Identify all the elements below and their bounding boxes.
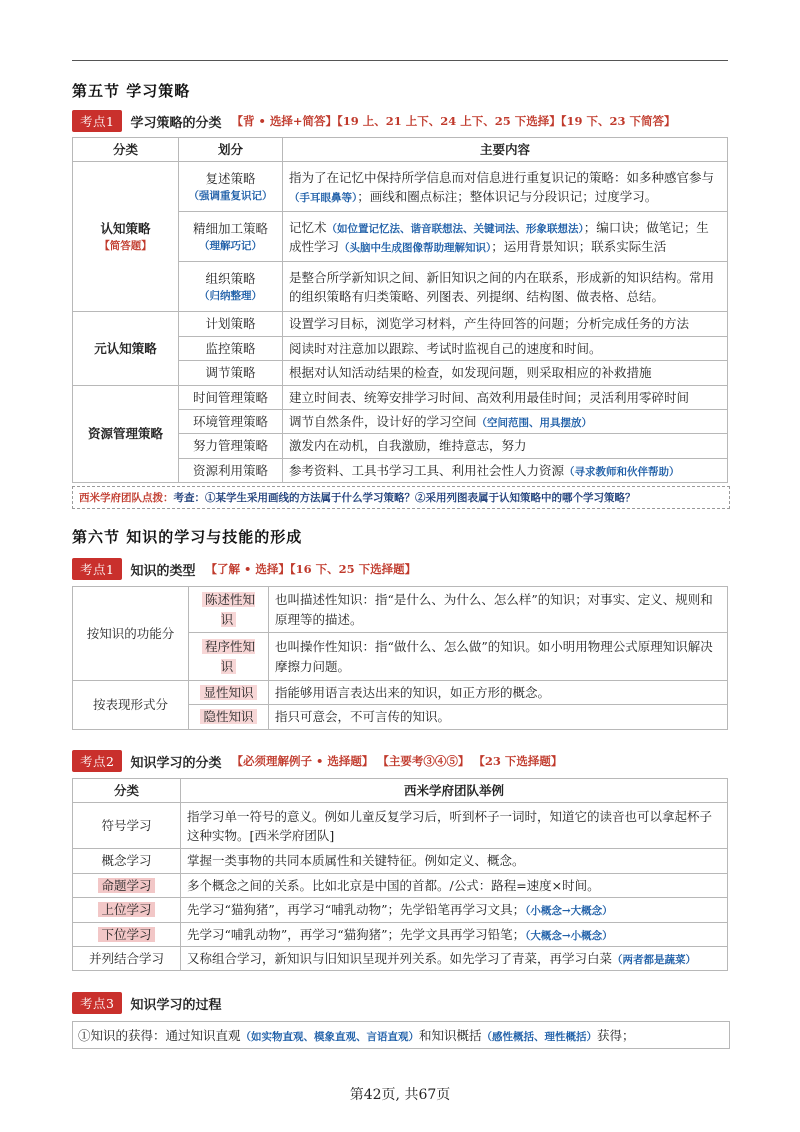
kaodian-title: 知识学习的分类: [130, 755, 222, 771]
division-name: 组织策略: [205, 271, 256, 287]
kaodian-row: [72, 558, 416, 580]
class-cell: 概念学习: [73, 849, 181, 873]
content-cell: 先学习“哺乳动物”，再学习“猫狗猪”；先学文具再学习铅笔；（大概念→小概念）: [181, 922, 728, 946]
content-cell: 设置学习目标，浏览学习材料，产生待回答的问题；分析完成任务的方法: [283, 312, 728, 336]
kaodian-badge: 考点1: [72, 558, 122, 580]
process-note: （如实物直观、模象直观、言语直观）: [240, 1031, 420, 1043]
category-cell: [73, 162, 179, 312]
content-cell: 记忆术（如位置记忆法、谐音联想法、关键词法、形象联想法）；编口诀；做笔记；生成性学习（头脑中生成图像帮助理解知识）；运用背景知识；联系实际生活: [283, 212, 728, 262]
content-cell: 也叫操作性知识：指“做什么、怎么做”的知识。如小明用物理公式原理知识解决摩擦力问题。: [269, 633, 728, 681]
kaodian-title: 知识的类型: [130, 563, 196, 579]
content-cell: 也叫描述性知识：指“是什么、为什么、怎么样”的知识；对事实、定义、规则和原理等的描述。: [269, 587, 728, 633]
kaodian-row: [72, 110, 676, 132]
tip-text: 考查：①某学生采用画线的方法属于什么学习策略？②采用列图表属于认知策略中的哪个学习策略？: [173, 492, 636, 504]
table-header: 划分: [179, 138, 283, 162]
class-cell: 并列结合学习: [73, 946, 181, 970]
division-cell: [179, 262, 283, 312]
category-tag: 【简答题】: [99, 240, 152, 253]
process-text: 和知识概括: [419, 1028, 482, 1043]
process-note: （感性概括、理性概括）: [481, 1031, 598, 1043]
content-cell: 指为了在记忆中保持所学信息而对信息进行重复识记的策略：如多种感官参与（手耳眼鼻等）；画线和圈点标注；整体识记与分段识记；过度学习。: [283, 162, 728, 212]
process-text: ①知识的获得：通过知识直观: [78, 1028, 241, 1043]
kaodian-row: [72, 992, 221, 1014]
division-sub: （归纳整理）: [199, 290, 262, 303]
content-cell: 多个概念之间的关系。比如北京是中国的首都。/公式：路程=速度×时间。: [181, 873, 728, 897]
type-cell: 显性知识: [189, 681, 269, 705]
content-cell: 指学习单一符号的意义。例如儿童反复学习后，听到杯子一词时，知道它的读音也可以拿起杯子这种实物。[西米学府团队]: [181, 803, 728, 849]
division-cell: 计划策略: [179, 312, 283, 336]
content-cell: 根据对认知活动结果的检查，如发现问题，则采取相应的补救措施: [283, 361, 728, 385]
table-header: 分类: [73, 138, 179, 162]
content-cell: 调节自然条件，设计好的学习空间（空间范围、用具摆放）: [283, 409, 728, 433]
class-cell: 命题学习: [73, 873, 181, 897]
table-header: 西米学府团队举例: [181, 779, 728, 803]
content-cell: 激发内在动机，自我激励，维持意志，努力: [283, 434, 728, 458]
class-cell: 符号学习: [73, 803, 181, 849]
content-cell: 阅读时对注意加以跟踪、考试时监视自己的速度和时间。: [283, 336, 728, 360]
tip-note: [72, 486, 730, 509]
category-cell: 资源管理策略: [73, 385, 179, 483]
section-title: 第六节 知识的学习与技能的形成: [72, 528, 303, 546]
kaodian-title: 学习策略的分类: [130, 115, 222, 131]
tip-lead: 西米学府团队点拨：: [79, 492, 174, 504]
process-text: 获得；: [597, 1028, 635, 1043]
content-cell: 指只可意会，不可言传的知识。: [269, 705, 728, 729]
group-cell: 按表现形式分: [73, 681, 189, 730]
content-cell: 是整合所学新知识之间、新旧知识之间的内在联系，形成新的知识结构。常用的组织策略有归类策略、列图表、列提纲、结构图、做表格、总结。: [283, 262, 728, 312]
process-box: [72, 1021, 730, 1049]
content-cell: 指能够用语言表达出来的知识，如正方形的概念。: [269, 681, 728, 705]
kaodian-badge: 考点2: [72, 750, 122, 772]
division-sub: （强调重复识记）: [188, 190, 273, 203]
knowledge-type-table: [72, 586, 728, 730]
division-cell: [179, 162, 283, 212]
top-rule: [72, 60, 728, 61]
division-name: 复述策略: [205, 171, 256, 187]
kaodian-tag: 【背 • 选择+简答】【19 上、21 上下、24 上下、25 下选择】【19 下、23 下简答】: [231, 114, 676, 128]
division-sub: （理解巧记）: [199, 240, 262, 253]
class-cell: 上位学习: [73, 898, 181, 922]
knowledge-class-table: [72, 778, 728, 971]
division-cell: 调节策略: [179, 361, 283, 385]
division-cell: [179, 212, 283, 262]
group-cell: 按知识的功能分: [73, 587, 189, 681]
content-cell: 先学习“猫狗猪”，再学习“哺乳动物”；先学铅笔再学习文具；（小概念→大概念）: [181, 898, 728, 922]
kaodian-tag: 【了解 • 选择】【16 下、25 下选择题】: [205, 562, 417, 576]
kaodian-badge: 考点3: [72, 992, 122, 1014]
section-title: 第五节 学习策略: [72, 82, 191, 100]
type-cell: 隐性知识: [189, 705, 269, 729]
division-cell: 资源利用策略: [179, 458, 283, 482]
content-cell: 建立时间表、统筹安排学习时间、高效利用最佳时间；灵活利用零碎时间: [283, 385, 728, 409]
kaodian-tag: 【必须理解例子 • 选择题】 【主要考③④⑤】 【23 下选择题】: [231, 754, 563, 768]
kaodian-badge: 考点1: [72, 110, 122, 132]
page-footer: 第42页, 共67页: [349, 1087, 451, 1103]
content-cell: 又称组合学习，新知识与旧知识呈现并列关系。如先学习了青菜，再学习白菜（两者都是蔬菜）: [181, 946, 728, 970]
strategy-table: [72, 137, 728, 483]
class-cell: 下位学习: [73, 922, 181, 946]
table-header: 主要内容: [283, 138, 728, 162]
table-header: 分类: [73, 779, 181, 803]
division-cell: 时间管理策略: [179, 385, 283, 409]
division-cell: 努力管理策略: [179, 434, 283, 458]
content-cell: 参考资料、工具书学习工具、利用社会性人力资源（寻求教师和伙伴帮助）: [283, 458, 728, 482]
division-cell: 环境管理策略: [179, 409, 283, 433]
content-cell: 掌握一类事物的共同本质属性和关键特征。例如定义、概念。: [181, 849, 728, 873]
kaodian-row: [72, 750, 562, 772]
category-name: 认知策略: [100, 221, 151, 237]
type-cell: 程序性知识: [189, 633, 269, 681]
category-cell: 元认知策略: [73, 312, 179, 385]
type-cell: 陈述性知识: [189, 587, 269, 633]
kaodian-title: 知识学习的过程: [130, 997, 222, 1013]
division-cell: 监控策略: [179, 336, 283, 360]
division-name: 精细加工策略: [192, 221, 268, 237]
